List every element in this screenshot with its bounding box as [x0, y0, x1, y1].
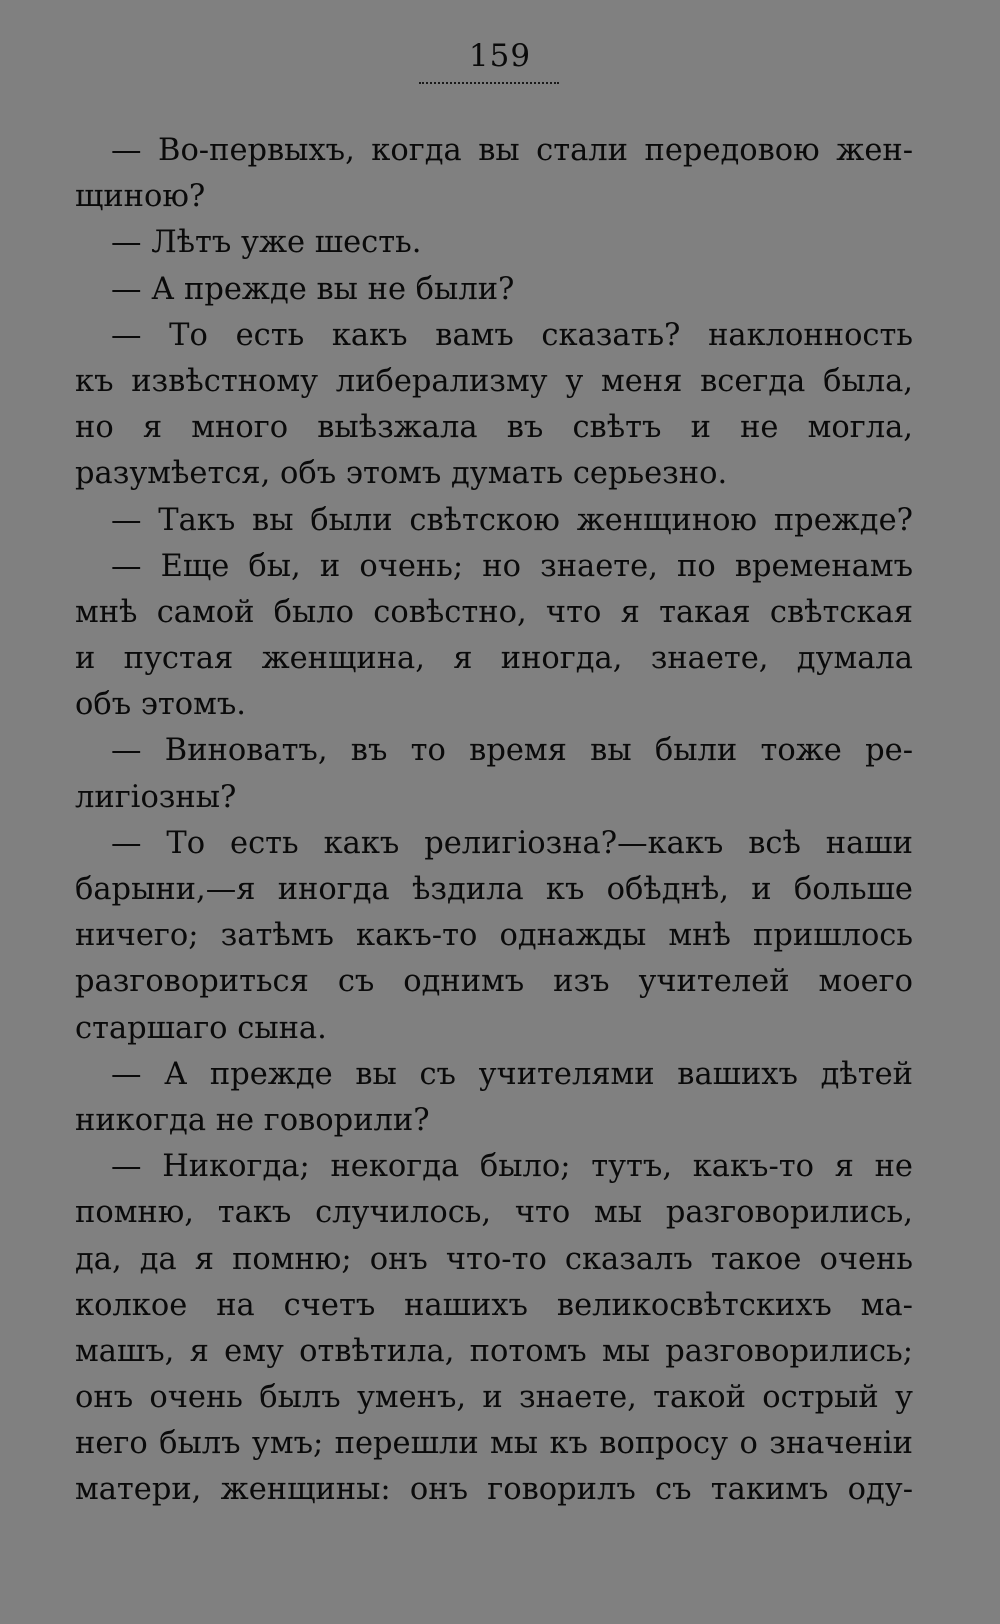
- text-line: ничего; затѣмъ какъ-то однажды мнѣ пришлось: [75, 918, 913, 954]
- text-line: да, да я помню; онъ что-то сказалъ такое очень: [75, 1241, 913, 1277]
- text-line: — То есть какъ вамъ сказать? наклонность: [111, 317, 913, 353]
- text-line: разумѣется, объ этомъ думать серьезно.: [75, 456, 728, 492]
- text-line: никогда не говорили?: [75, 1102, 430, 1138]
- text-line: щиною?: [75, 179, 206, 215]
- page-number: 159: [468, 38, 532, 74]
- text-line: барыни,—я иногда ѣздила къ обѣднѣ, и больше: [75, 872, 913, 907]
- page-text-body: [75, 128, 913, 1514]
- text-line: него былъ умъ; перешли мы къ вопросу о значеніи: [75, 1426, 913, 1462]
- text-line: къ извѣстному либерализму у меня всегда была,: [75, 363, 913, 399]
- text-line: — Во-первыхъ, когда вы стали передовою жен-: [111, 133, 913, 168]
- text-line: — Виноватъ, въ то время вы были тоже ре-: [111, 733, 913, 769]
- text-line: — А прежде вы съ учителями вашихъ дѣтей: [111, 1056, 913, 1092]
- text-line: и пустая женщина, я иногда, знаете, думала: [75, 641, 913, 677]
- text-line: объ этомъ.: [75, 687, 246, 723]
- text-line: — Еще бы, и очень; но знаете, по временамъ: [111, 548, 913, 584]
- text-line: — Такъ вы были свѣтскою женщиною прежде?: [111, 502, 913, 538]
- text-line: старшаго сына.: [75, 1010, 327, 1046]
- text-line: разговориться съ однимъ изъ учителей моего: [75, 964, 913, 1000]
- text-line: машъ, я ему отвѣтила, потомъ мы разговорились;: [75, 1333, 913, 1369]
- header-rule: [419, 82, 559, 84]
- text-line: онъ очень былъ уменъ, и знаете, такой острый у: [75, 1380, 913, 1416]
- text-line: но я много выѣзжала въ свѣтъ и не могла,: [75, 410, 913, 446]
- text-line: матери, женщины: онъ говорилъ съ такимъ оду-: [75, 1472, 913, 1508]
- text-line: лигіозны?: [75, 779, 237, 815]
- text-line: — Никогда; некогда было; тутъ, какъ-то я не: [111, 1149, 913, 1185]
- text-line: — Лѣтъ уже шесть.: [111, 225, 422, 261]
- text-line: помню, такъ случилось, что мы разговорились,: [75, 1195, 913, 1231]
- text-line: — А прежде вы не были?: [111, 271, 515, 307]
- text-line: мнѣ самой было совѣстно, что я такая свѣтская: [75, 594, 913, 630]
- text-line: колкое на счетъ нашихъ великосвѣтскихъ ма-: [75, 1287, 913, 1323]
- text-line: — То есть какъ религіозна?—какъ всѣ наши: [111, 825, 913, 861]
